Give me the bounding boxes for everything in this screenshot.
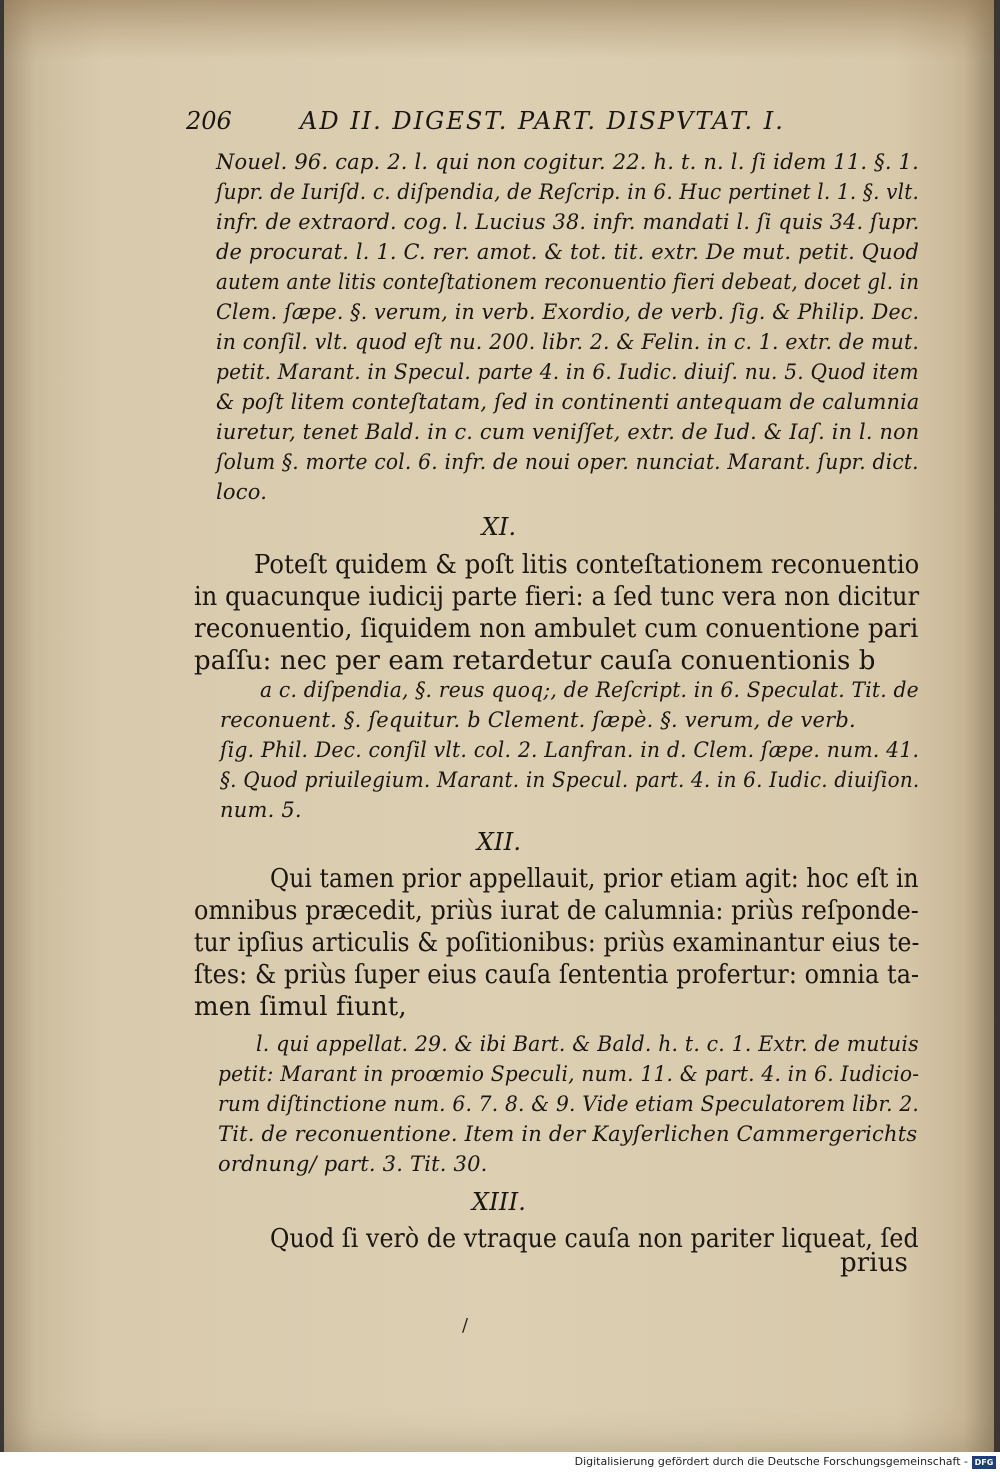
note-line: §. Quod priuilegium. Marant. in Specul. part. 4. in 6. Iudic. diuiſion. [220, 768, 920, 792]
note-line: ordnung/ part. 3. Tit. 30. [218, 1152, 488, 1176]
text-line: in conſil. vlt. quod eſt nu. 200. libr. 2. & Felin. in c. 1. extr. de mut. [216, 330, 920, 354]
text-line: Clem. ſæpe. §. verum, in verb. Exordio, de verb. ſig. & Philip. Dec. [216, 300, 920, 324]
text-line: ſupr. de Iuriſd. c. diſpendia, de Reſcrip. in 6. Huc pertinet l. 1. §. vlt. [216, 180, 919, 204]
note-line: petit: Marant in proœmio Speculi, num. 11. & part. 4. in 6. Iudicio- [218, 1062, 920, 1086]
text-line: iuretur, tenet Bald. in c. cum veniſſet, extr. de Iud. & Iaſ. in l. non [216, 420, 920, 444]
body-line: Poteſt quidem & poſt litis conteſtationem reconuentio [254, 550, 920, 580]
body-line: men ſimul fiunt, [194, 992, 407, 1022]
text-line: ſolum §. morte col. 6. infr. de noui oper. nunciat. Marant. ſupr. dict. [216, 450, 919, 474]
text-line: infr. de extraord. cog. l. Lucius 38. infr. mandati l. ſi quis 34. ſupr. [216, 210, 920, 234]
body-line: Qui tamen prior appellauit, prior etiam agit: hoc eſt in [270, 864, 919, 894]
catchword: prius [840, 1248, 908, 1278]
page-stain [4, 0, 994, 60]
body-line: omnibus præcedit, priùs iurat de calumnia: priùs reſponde- [194, 896, 919, 926]
body-line: paſſu: nec per eam retardetur cauſa conuentionis b [194, 646, 876, 676]
footer-bar [0, 1452, 1000, 1474]
note-line: a c. diſpendia, §. reus quoq;, de Reſcript. in 6. Speculat. Tit. de [260, 678, 919, 702]
section-heading-xi: XI. [481, 513, 517, 541]
body-line: in quacunque iudicij parte fieri: a ſed tunc vera non dicitur [194, 582, 920, 612]
section-heading-xii: XII. [476, 828, 522, 856]
body-line: ſtes: & priùs ſuper eius cauſa ſententia profertur: omnia ta- [194, 960, 920, 990]
text-line: Nouel. 96. cap. 2. l. qui non cogitur. 22. h. t. n. l. ſi idem 11. §. 1. [216, 150, 919, 174]
note-line: Tit. de reconuentione. Item in der Kayſerlichen Cammergerichts [218, 1122, 918, 1146]
page-number: 206 [186, 107, 232, 135]
note-line: l. qui appellat. 29. & ibi Bart. & Bald. h. t. c. 1. Extr. de mutuis [256, 1032, 919, 1056]
section-heading-xiii: XIII. [471, 1188, 527, 1216]
body-line: Quod ſi verò de vtraque cauſa non pariter liqueat, ſed [270, 1224, 919, 1254]
text-line: petit. Marant. in Specul. parte 4. in 6. Iudic. diuiſ. nu. 5. Quod item [216, 360, 919, 384]
text-line: & poſt litem conteſtatam, ſed in continenti antequam de calumnia [216, 390, 920, 414]
ink-mark: / [462, 1315, 469, 1336]
text-line: autem ante litis conteſtationem reconuentio fieri debeat, docet gl. in [216, 270, 920, 294]
note-line: ſig. Phil. Dec. conſil vlt. col. 2. Lanfran. in d. Clem. ſæpe. num. 41. [220, 738, 920, 762]
note-line: reconuent. §. ſequitur. b Clement. ſæpè. §. verum, de verb. [220, 708, 856, 732]
funding-notice: Digitalisierung gefördert durch die Deutsche Forschungsgemeinschaft - [574, 1455, 968, 1468]
text-line: de procurat. l. 1. C. rer. amot. & tot. tit. extr. De mut. petit. Quod [216, 240, 920, 264]
book-page [4, 0, 994, 1452]
body-line: tur ipſius articulis & poſitionibus: priùs examinantur eius te- [194, 928, 920, 958]
note-line: rum diſtinctione num. 6. 7. 8. & 9. Vide etiam Speculatorem libr. 2. [218, 1092, 920, 1116]
body-line: reconuentio, ſiquidem non ambulet cum conuentione pari [194, 614, 919, 644]
running-title: AD II. DIGEST. PART. DISPVTAT. I. [300, 107, 785, 135]
note-line: num. 5. [220, 798, 302, 822]
text-line: loco. [216, 480, 268, 504]
dfg-logo: DFG [972, 1456, 996, 1469]
